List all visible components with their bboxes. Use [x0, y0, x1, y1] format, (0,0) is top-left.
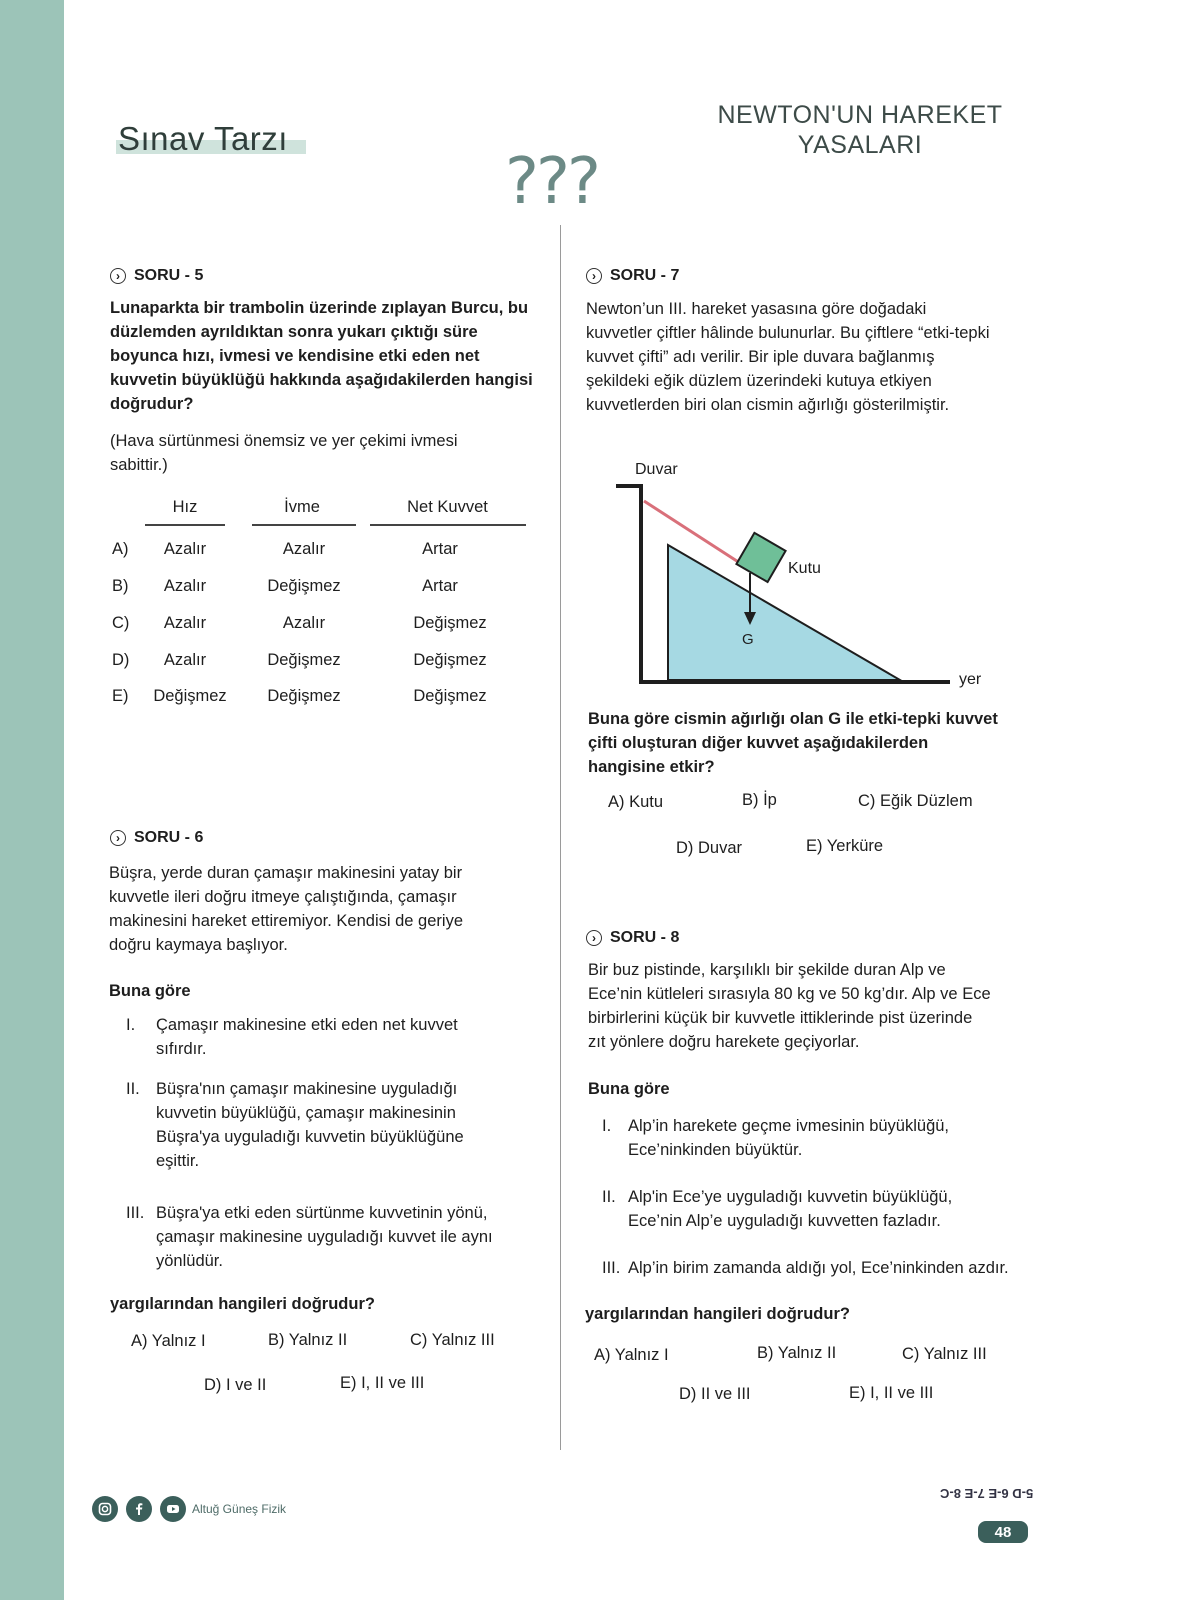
q5-option-letter[interactable]: E) [112, 687, 129, 705]
q5-cell: Azalır [282, 540, 326, 558]
q7-option-d[interactable]: D) Duvar [676, 839, 743, 857]
column-divider [560, 225, 561, 1450]
figure-label-ground: yer [959, 671, 982, 688]
q6-header [110, 829, 203, 847]
q5-col-rule [252, 524, 356, 526]
q5-header [110, 267, 203, 285]
q5-label: SORU - 5 [134, 267, 204, 284]
q7-stem: Newton’un III. hareket yasasına göre doğadaki kuvvetler çiftler hâlinde bulunurlar. Bu çiftlere “etki-tepki kuvvet çifti” adı verilir. Bir iple duvara bağlanmış şekildeki eğik düzlem üzerindeki kutuya etkiyen kuvvetlerden biri olan cismin ağırlığı gösterilmiştir. [586, 300, 990, 414]
youtube-icon[interactable] [160, 1496, 186, 1522]
q8-header [586, 929, 679, 947]
q6-statement-text: Büşra'ya etki eden sürtünme kuvvetinin yönü, çamaşır makinesine uyguladığı kuvvet ile aynı yönlüdür. [156, 1204, 493, 1270]
q5-cell: Değişmez [267, 687, 341, 705]
q5-cell: Değişmez [413, 687, 487, 705]
q7-option-b[interactable]: B) İp [742, 791, 777, 809]
q6-statement-2 [126, 1077, 496, 1173]
q7-question: Buna göre cismin ağırlığı olan G ile etki-tepki kuvvet çifti oluşturan diğer kuvvet aşağıdakilerden hangisine etkir? [588, 710, 998, 776]
facebook-icon[interactable] [126, 1496, 152, 1522]
q5-option-letter[interactable]: A) [112, 540, 129, 558]
q8-statement-num: III. [602, 1259, 621, 1277]
q5-col-rule [145, 524, 225, 526]
q8-statement-num: II. [602, 1188, 616, 1206]
q6-option-b[interactable]: B) Yalnız II [268, 1331, 348, 1349]
q5-option-letter[interactable]: C) [112, 614, 130, 632]
q5-option-letter[interactable]: B) [112, 577, 129, 595]
chevron-right-icon: › [586, 268, 602, 284]
q7-label: SORU - 7 [610, 267, 680, 284]
q5-cell: Azalır [282, 614, 326, 632]
page-number: 48 [978, 1521, 1028, 1543]
q6-option-a[interactable]: A) Yalnız I [131, 1332, 206, 1350]
q5-cell: Artar [422, 540, 458, 558]
chevron-right-icon: › [110, 268, 126, 284]
figure-label-box: Kutu [788, 560, 821, 577]
q8-option-b[interactable]: B) Yalnız II [757, 1344, 837, 1362]
q6-option-d[interactable]: D) I ve II [204, 1376, 267, 1394]
chevron-right-icon: › [110, 830, 126, 846]
q5-cell: Azalır [163, 540, 207, 558]
q6-statement-num: III. [126, 1204, 145, 1222]
question-marks-decor: ??? [505, 145, 598, 219]
q5-note: (Hava sürtünmesi önemsiz ve yer çekimi ivmesi sabittir.) [110, 432, 458, 474]
q5-cell: Değişmez [267, 651, 341, 669]
q8-lead: Buna göre [588, 1080, 670, 1098]
sidebar-band [0, 0, 64, 1600]
figure-label-weight: G [742, 631, 754, 648]
rope [644, 501, 743, 565]
q5-cell: Azalır [163, 614, 207, 632]
instagram-icon[interactable] [92, 1496, 118, 1522]
q6-statement-text: Büşra'nın çamaşır makinesine uyguladığı kuvvetin büyüklüğü, çamaşır makinesinin Büşra'ya uyguladığı kuvvetin büyüklüğüne eşittir. [156, 1080, 464, 1170]
q5-cell: Azalır [163, 651, 207, 669]
q8-label: SORU - 8 [610, 929, 680, 946]
q8-option-a[interactable]: A) Yalnız I [594, 1346, 669, 1364]
q8-statement-2 [602, 1185, 982, 1233]
q8-statement-num: I. [602, 1117, 612, 1135]
topic-title [700, 100, 1020, 160]
q5-stem: Lunaparkta bir trambolin üzerinde zıplayan Burcu, bu düzlemden ayrıldıktan sonra yukarı çıktığı süre boyunca hızı, ivmesi ve kendisine etki eden net kuvvetin büyüklüğü hakkında aşağıdakilerden hangisi doğrudur? [110, 299, 533, 413]
q6-option-c[interactable]: C) Yalnız III [410, 1331, 495, 1349]
q5-cell: Artar [422, 577, 458, 595]
q6-statement-1 [126, 1013, 496, 1061]
answer-key: 5-D 6-E 7-E 8-C [940, 1486, 1034, 1501]
q6-statement-num: I. [126, 1016, 136, 1034]
q6-stem: Büşra, yerde duran çamaşır makinesini yatay bir kuvvetle ileri doğru itmeye çalıştığında, çamaşır makinesini hareket ettiremiyor. Kendisi de geriye doğru kaymaya başlıyor. [109, 864, 464, 954]
q6-statement-text: Çamaşır makinesine etki eden net kuvvet sıfırdır. [156, 1016, 458, 1058]
social-icons [92, 1496, 186, 1522]
q8-stem: Bir buz pistinde, karşılıklı bir şekilde duran Alp ve Ece’nin kütleleri sırasıyla 80 kg ve 50 kg’dır. Alp ve Ece birbirlerini küçük bir kuvvetle ittiklerinde pist üzerinde zıt yönlere doğru harekete geçiyorlar. [588, 961, 991, 1051]
q7-option-c[interactable]: C) Eğik Düzlem [858, 792, 973, 810]
q8-statement-text: Alp'in Ece’ye uyguladığı kuvvetin büyüklüğü, Ece’nin Alp’e uyguladığı kuvvetten fazladır. [628, 1188, 953, 1230]
q5-cell: Değişmez [267, 577, 341, 595]
q5-cell: Değişmez [153, 687, 227, 705]
q8-option-d[interactable]: D) II ve III [679, 1385, 751, 1403]
q8-option-e[interactable]: E) I, II ve III [849, 1384, 934, 1402]
inclined-plane [668, 545, 900, 680]
q7-option-a[interactable]: A) Kutu [608, 793, 664, 811]
q5-col-rule [370, 524, 526, 526]
q8-question: yargılarından hangileri doğrudur? [585, 1305, 850, 1323]
q7-option-e[interactable]: E) Yerküre [806, 837, 884, 855]
topic-line-2: YASALARI [797, 131, 923, 159]
q6-option-e[interactable]: E) I, II ve III [340, 1374, 425, 1392]
q5-option-letter[interactable]: D) [112, 651, 130, 669]
q8-statement-1 [602, 1114, 982, 1162]
q5-cell: Azalır [163, 577, 207, 595]
q8-statement-3 [602, 1256, 1032, 1280]
q8-option-c[interactable]: C) Yalnız III [902, 1345, 987, 1363]
figure-label-wall: Duvar [635, 461, 678, 478]
chevron-right-icon: › [586, 930, 602, 946]
q6-question: yargılarından hangileri doğrudur? [110, 1295, 375, 1313]
brand-title: Sınav Tarzı [118, 120, 288, 157]
q6-lead: Buna göre [109, 982, 191, 1000]
q7-header [586, 267, 679, 285]
q6-label: SORU - 6 [134, 829, 204, 846]
q5-cell: Değişmez [413, 614, 487, 632]
q6-statement-3 [126, 1201, 516, 1273]
q5-col-ivme: İvme [284, 498, 320, 516]
topic-line-1: NEWTON'UN HAREKET [717, 101, 1003, 129]
q7-figure [600, 455, 1000, 695]
q8-statement-text: Alp’in birim zamanda aldığı yol, Ece’ninkinden azdır. [628, 1259, 1009, 1277]
box [736, 533, 785, 582]
q8-statement-text: Alp’in harekete geçme ivmesinin büyüklüğü, Ece’ninkinden büyüktür. [628, 1117, 950, 1159]
q6-statement-num: II. [126, 1080, 140, 1098]
q5-col-hiz: Hız [172, 498, 198, 516]
q5-col-net-kuvvet: Net Kuvvet [407, 498, 488, 516]
q5-cell: Değişmez [413, 651, 487, 669]
author-name: Altuğ Güneş Fizik [192, 1502, 287, 1516]
